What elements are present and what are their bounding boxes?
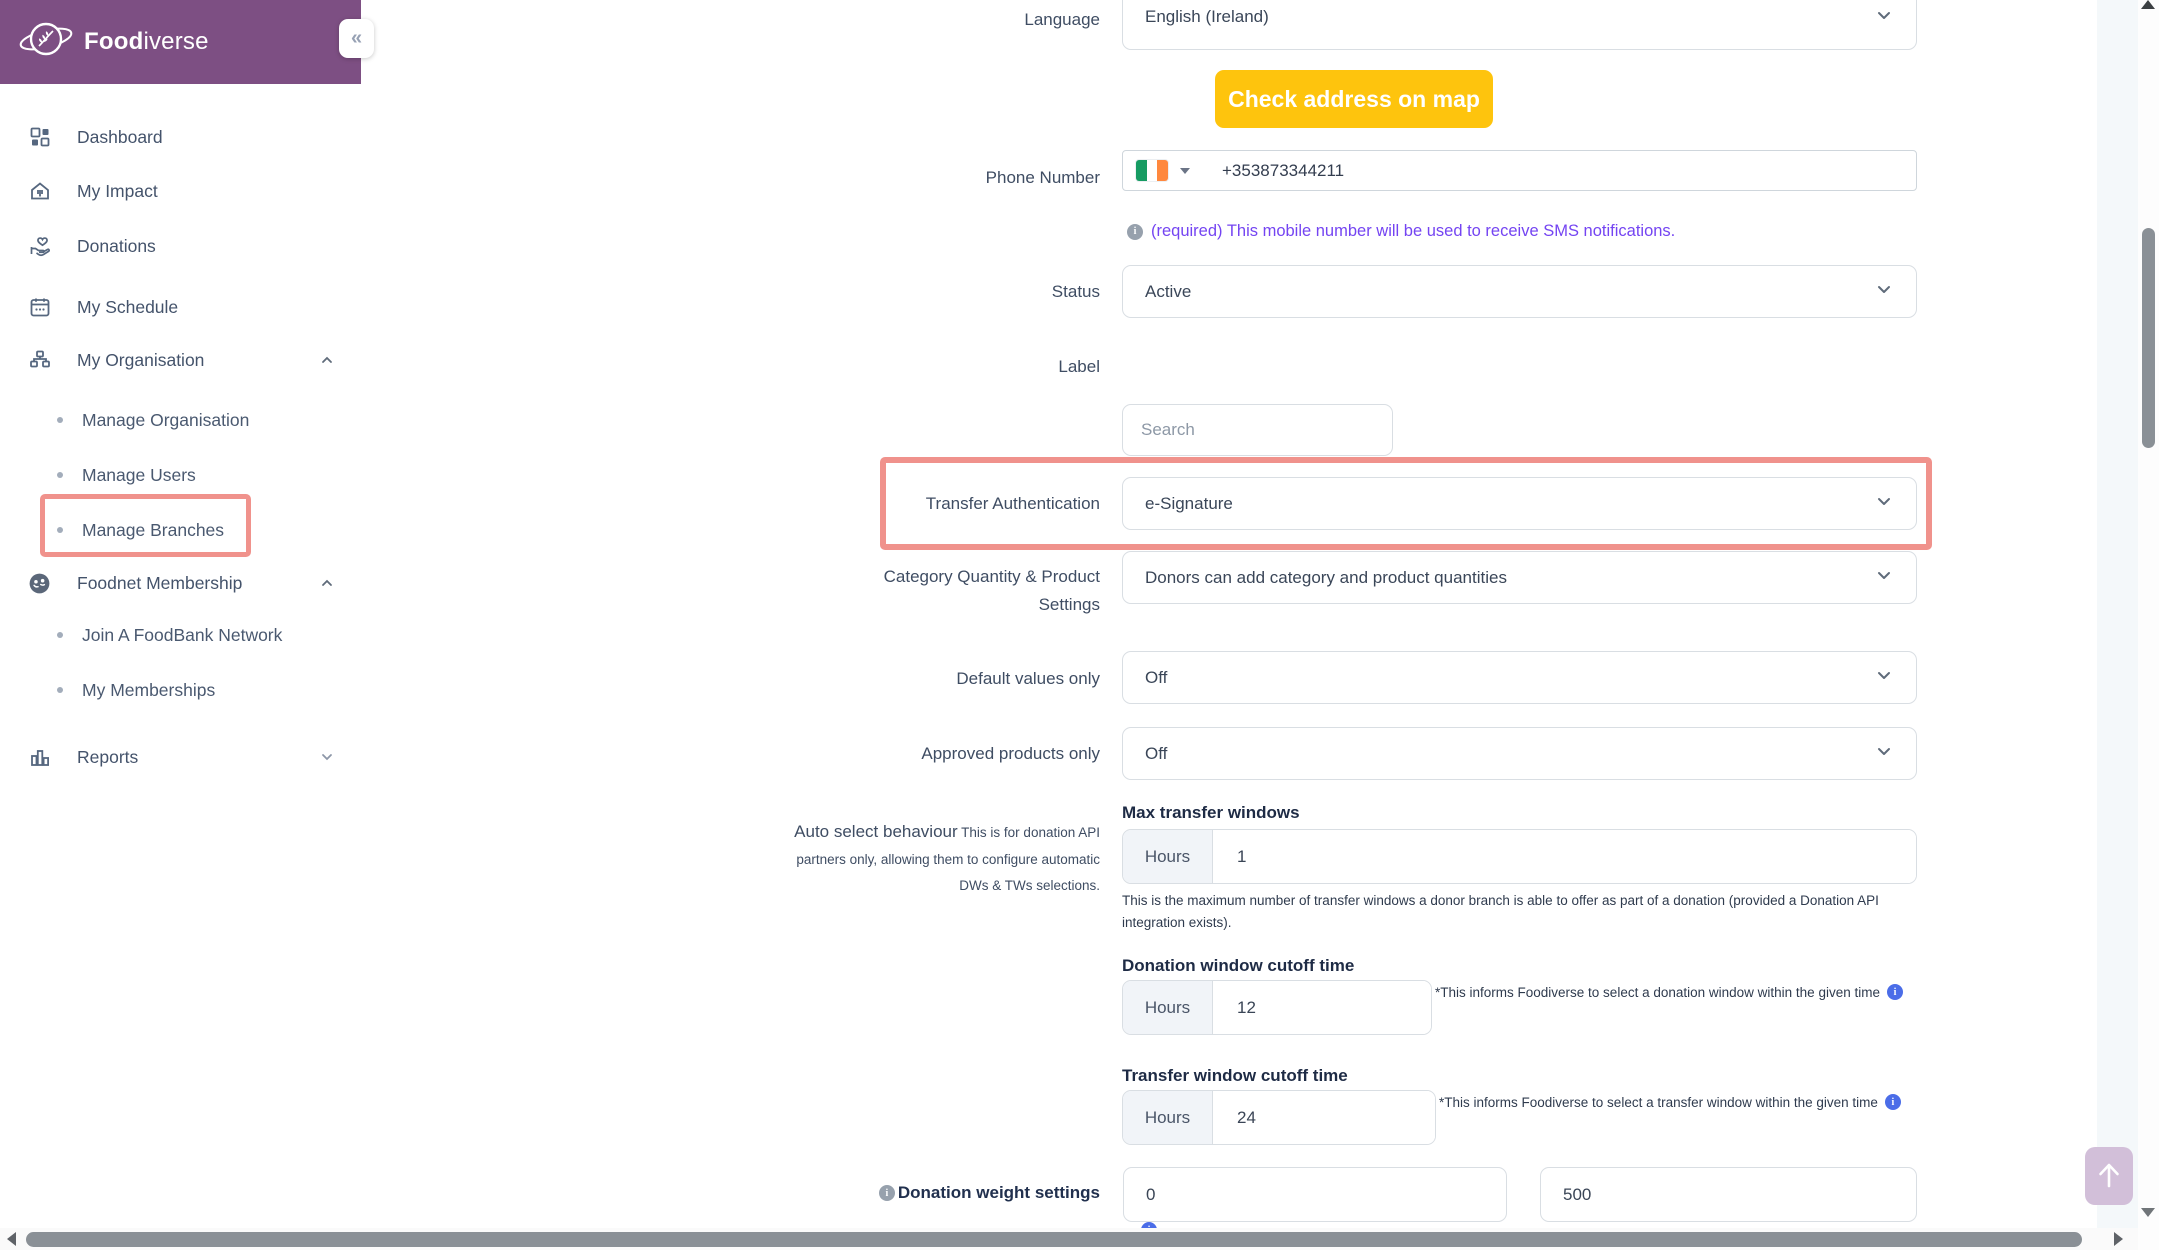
sidebar bbox=[0, 0, 361, 1250]
donation-weight-max-input[interactable] bbox=[1540, 1167, 1917, 1222]
max-transfer-windows-heading: Max transfer windows bbox=[1122, 803, 1300, 822]
brand-name: Foodiverse bbox=[84, 28, 209, 55]
sidebar-item-manage-branches[interactable]: Manage Branches bbox=[0, 515, 361, 545]
check-address-button[interactable]: Check address on map bbox=[1215, 70, 1493, 128]
donation-weight-label: i Donation weight settings bbox=[879, 1183, 1100, 1203]
transfer-cutoff-heading: Transfer window cutoff time bbox=[1122, 1066, 1348, 1085]
vertical-scrollbar-thumb[interactable] bbox=[2142, 228, 2155, 448]
category-settings-label: Category Quantity & Product Settings bbox=[883, 567, 1100, 614]
org-chart-icon bbox=[27, 348, 52, 373]
hours-unit-label: Hours bbox=[1123, 981, 1213, 1034]
scroll-up-arrow-icon[interactable] bbox=[2141, 0, 2155, 9]
language-label: Language bbox=[1024, 10, 1100, 29]
label-field-label: Label bbox=[1058, 357, 1100, 376]
horizontal-scrollbar bbox=[0, 1228, 2138, 1250]
label-search-input[interactable] bbox=[1122, 404, 1393, 456]
sidebar-item-my-schedule[interactable]: My Schedule bbox=[0, 292, 361, 322]
sidebar-header bbox=[0, 0, 361, 84]
phone-label: Phone Number bbox=[985, 168, 1100, 187]
approved-products-label: Approved products only bbox=[921, 744, 1100, 763]
chevron-down-icon bbox=[1874, 491, 1894, 516]
bullet-icon bbox=[57, 472, 63, 478]
scroll-right-arrow-icon[interactable] bbox=[2114, 1232, 2123, 1246]
house-icon bbox=[27, 179, 52, 204]
default-values-label: Default values only bbox=[956, 669, 1100, 688]
auto-select-label: Auto select behaviour This is for donation API partners only, allowing them to configure automatic DWs & TWs selections. bbox=[794, 822, 1100, 893]
info-icon: i bbox=[1127, 224, 1143, 240]
vertical-scrollbar bbox=[2138, 0, 2159, 1250]
hand-heart-icon bbox=[27, 234, 52, 259]
horizontal-scrollbar-thumb[interactable] bbox=[26, 1232, 2082, 1247]
info-icon[interactable]: i bbox=[1887, 984, 1903, 1000]
dashboard-icon bbox=[27, 125, 52, 150]
foodiverse-logo-icon bbox=[18, 16, 74, 69]
bullet-icon bbox=[57, 632, 63, 638]
sidebar-collapse-button[interactable]: « bbox=[339, 19, 374, 58]
default-values-select[interactable]: Off bbox=[1122, 651, 1917, 704]
sidebar-item-my-memberships[interactable]: My Memberships bbox=[0, 675, 361, 705]
transfer-auth-label: Transfer Authentication bbox=[925, 494, 1100, 513]
donation-weight-min-input[interactable] bbox=[1123, 1167, 1507, 1222]
chevron-down-icon bbox=[1874, 5, 1894, 30]
sidebar-item-my-impact[interactable]: My Impact bbox=[0, 176, 361, 206]
hours-unit-label: Hours bbox=[1123, 1091, 1213, 1144]
phone-field[interactable] bbox=[1122, 150, 1917, 191]
chevron-down-icon bbox=[1874, 665, 1894, 690]
hours-unit-label: Hours bbox=[1123, 830, 1213, 883]
sidebar-item-dashboard[interactable]: Dashboard bbox=[0, 122, 361, 152]
bar-chart-icon bbox=[27, 745, 52, 770]
chevron-down-icon bbox=[1874, 279, 1894, 304]
transfer-cutoff-input[interactable] bbox=[1213, 1091, 1435, 1144]
max-transfer-windows-input[interactable] bbox=[1213, 830, 1916, 883]
donation-cutoff-field bbox=[1122, 980, 1432, 1035]
phone-note: i (required) This mobile number will be used to receive SMS notifications. bbox=[1127, 222, 1675, 241]
info-icon[interactable]: i bbox=[1885, 1094, 1901, 1110]
donation-cutoff-input[interactable] bbox=[1213, 981, 1431, 1034]
chevron-down-icon bbox=[1874, 741, 1894, 766]
transfer-cutoff-note: *This informs Foodiverse to select a transfer window within the given time i bbox=[1439, 1094, 1901, 1110]
donation-cutoff-heading: Donation window cutoff time bbox=[1122, 956, 1355, 975]
sidebar-item-reports[interactable]: Reports bbox=[0, 742, 361, 772]
sidebar-item-manage-users[interactable]: Manage Users bbox=[0, 460, 361, 490]
donation-cutoff-note: *This informs Foodiverse to select a donation window within the given time i bbox=[1435, 984, 1903, 1000]
arrow-up-icon bbox=[2096, 1160, 2122, 1193]
chevron-up-icon bbox=[320, 353, 334, 372]
chevron-down-icon bbox=[1874, 565, 1894, 590]
max-transfer-windows-field bbox=[1122, 829, 1917, 884]
sidebar-item-donations[interactable]: Donations bbox=[0, 231, 361, 261]
sidebar-item-foodnet-membership[interactable]: Foodnet Membership bbox=[0, 568, 361, 598]
sidebar-item-my-organisation[interactable]: My Organisation bbox=[0, 345, 361, 375]
scroll-down-arrow-icon[interactable] bbox=[2141, 1208, 2155, 1217]
bullet-icon bbox=[57, 687, 63, 693]
sidebar-item-join-foodbank-network[interactable]: Join A FoodBank Network bbox=[0, 620, 361, 650]
bullet-icon bbox=[57, 417, 63, 423]
branch-settings-form bbox=[361, 0, 2097, 1250]
transfer-cutoff-field bbox=[1122, 1090, 1436, 1145]
info-icon[interactable]: i bbox=[879, 1185, 895, 1201]
chevron-down-icon bbox=[320, 750, 334, 769]
approved-products-select[interactable]: Off bbox=[1122, 727, 1917, 780]
sidebar-item-manage-organisation[interactable]: Manage Organisation bbox=[0, 405, 361, 435]
scroll-left-arrow-icon[interactable] bbox=[7, 1232, 16, 1246]
status-label: Status bbox=[1051, 282, 1100, 301]
right-gutter bbox=[2097, 0, 2138, 1228]
category-settings-select[interactable]: Donors can add category and product quantities bbox=[1122, 551, 1917, 604]
people-circle-icon bbox=[27, 571, 52, 596]
scroll-to-top-button[interactable] bbox=[2085, 1147, 2133, 1205]
language-select[interactable]: English (Ireland) bbox=[1122, 0, 1917, 50]
ireland-flag-icon[interactable] bbox=[1136, 160, 1168, 181]
flag-dropdown-caret-icon[interactable] bbox=[1180, 168, 1190, 174]
max-transfer-windows-help: This is the maximum number of transfer windows a donor branch is able to offer as part of a donation (provided a Donation API integration exists). bbox=[1122, 893, 1879, 930]
calendar-icon bbox=[27, 295, 52, 320]
transfer-auth-select[interactable]: e-Signature bbox=[1122, 477, 1917, 530]
bullet-icon bbox=[57, 527, 63, 533]
chevron-up-icon bbox=[320, 576, 334, 595]
phone-input[interactable] bbox=[1220, 160, 1824, 182]
status-select[interactable]: Active bbox=[1122, 265, 1917, 318]
